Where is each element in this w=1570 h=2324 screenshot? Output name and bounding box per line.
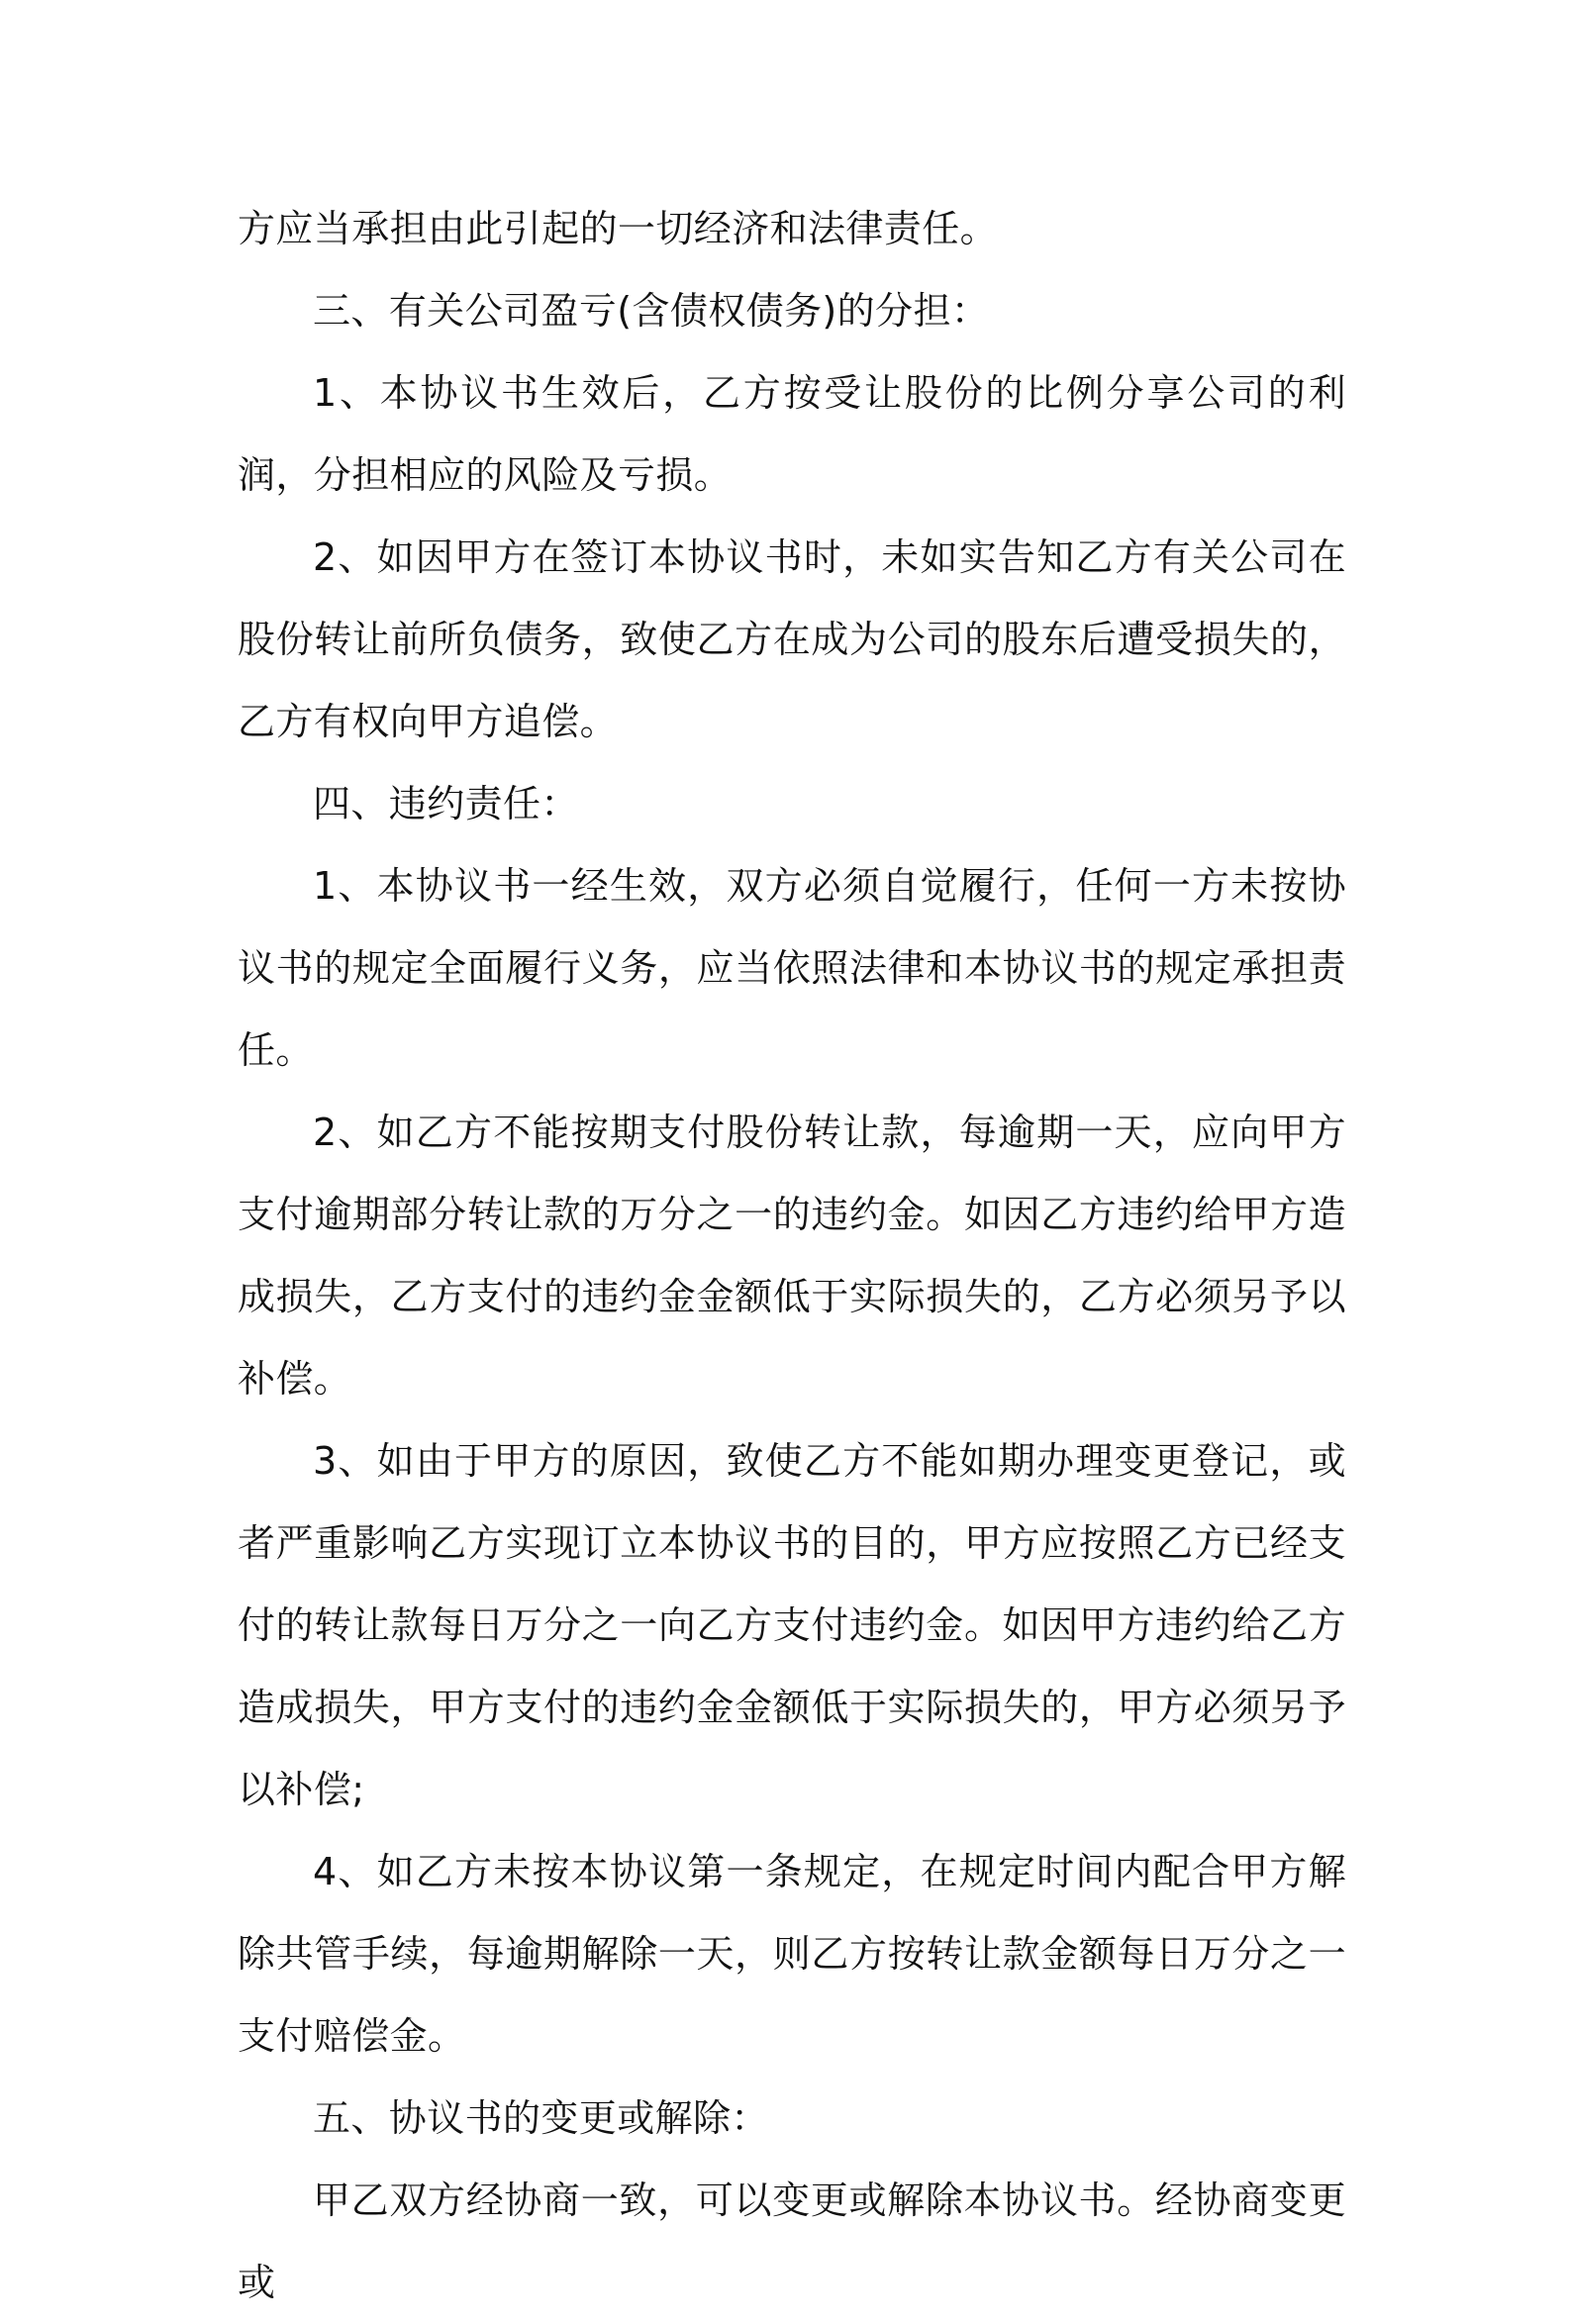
clause-amendment: 甲乙双方经协商一致，可以变更或解除本协议书。经协商变更或 — [238, 2179, 1346, 2304]
section-heading-amendment: 五、协议书的变更或解除： — [313, 2096, 769, 2140]
section-heading-profit-loss: 三、有关公司盈亏(含债权债务)的分担： — [313, 289, 990, 333]
document-body — [238, 188, 1346, 2324]
section-heading-breach: 四、违约责任： — [313, 782, 579, 825]
paragraph-continuation: 方应当承担由此引起的一切经济和法律责任。 — [238, 207, 999, 250]
clause-profit-sharing: 1、本协议书生效后，乙方按受让股份的比例分享公司的利润，分担相应的风险及亏损。 — [238, 371, 1346, 497]
clause-breach-4: 4、如乙方未按本协议第一条规定，在规定时间内配合甲方解除共管手续，每逾期解除一天，则乙方按转让款金额每日万分之一支付赔偿金。 — [238, 1850, 1346, 2058]
clause-breach-3: 3、如由于甲方的原因，致使乙方不能如期办理变更登记，或者严重影响乙方实现订立本协议书的目的，甲方应按照乙方已经支付的转让款每日万分之一向乙方支付违约金。如因甲方违约给乙方造成损失，甲方支付的违约金金额低于实际损失的，甲方必须另予以补偿; — [238, 1439, 1346, 1811]
clause-debt-recourse: 2、如因甲方在签订本协议书时，未如实告知乙方有关公司在股份转让前所负债务，致使乙方在成为公司的股东后遭受损失的，乙方有权向甲方追偿。 — [238, 535, 1346, 743]
clause-breach-2: 2、如乙方不能按期支付股份转让款，每逾期一天，应向甲方支付逾期部分转让款的万分之一的违约金。如因乙方违约给甲方造成损失，乙方支付的违约金金额低于实际损失的，乙方必须另予以补偿。 — [238, 1111, 1346, 1401]
clause-breach-1: 1、本协议书一经生效，双方必须自觉履行，任何一方未按协议书的规定全面履行义务，应当依照法律和本协议书的规定承担责任。 — [238, 864, 1346, 1072]
